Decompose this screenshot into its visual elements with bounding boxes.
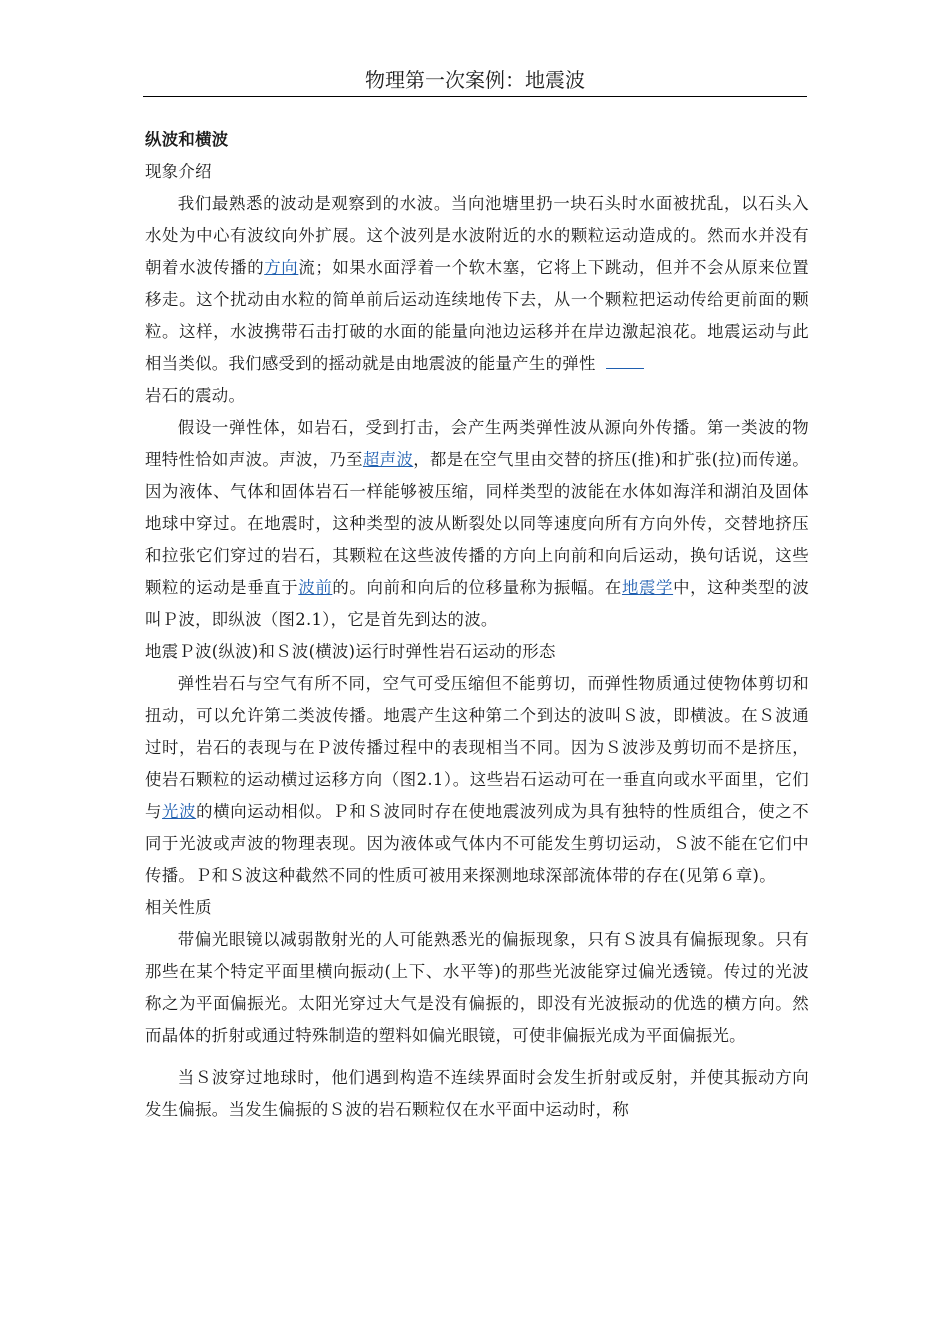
blank-underline — [606, 352, 644, 369]
paragraph-text: 假设一弹性体，如岩石，受到打击，会产生两类弹性波从源向外传播。第一类波的物理特性恰如声波。声波，乃至 — [145, 418, 809, 469]
paragraph-s-wave-polarization: 当Ｓ波穿过地球时，他们遇到构造不连续界面时会发生折射或反射，并使其振动方向发生偏振。当发生偏振的Ｓ波的岩石颗粒仅在水平面中运动时，称 — [145, 1068, 809, 1119]
paragraph-rock-vibration: 岩石的震动。 — [145, 386, 246, 405]
section-heading: 纵波和横波 — [145, 130, 229, 149]
link-seismology[interactable]: 地震学 — [621, 578, 674, 597]
paragraph-s-waves — [145, 668, 809, 892]
paragraph-gap — [145, 1052, 809, 1062]
paragraph-text: 弹性岩石与空气有所不同，空气可受压缩但不能剪切，而弹性物质通过使物体剪切和扭动，可以允许第二类波传播。地震产生这种第二个到达的波叫Ｓ波，即横波。在Ｓ波通过时，岩石的表现与在Ｐ波传播过程中的表现相当不同。因为Ｓ波涉及剪切而不是挤压，使岩石颗粒的运动横过运移方向（图2.1）。这些岩石运动可在一垂直向或水平面里，它们与 — [145, 674, 809, 821]
document-body — [145, 124, 809, 1126]
paragraph-text: 中，这种类型的波叫Ｐ波，即纵波（图2.1），它是首先到达的波。 — [145, 578, 810, 629]
subheading-phenomenon: 现象介绍 — [145, 162, 212, 181]
paragraph-text: 流；如果水面浮着一个软木塞，它将上下跳动，但并不会从原来位置移走。这个扰动由水粒的简单前后运动连续地传下去，从一个颗粒把运动传给更前面的颗粒。这样，水波携带石击打破的水面的能量向池边运移并在岸边激起浪花。地震运动与此相当类似。我们感受到的摇动就是由地震波的能量产生的弹性 — [145, 258, 810, 373]
paragraph-text: ，都是在空气里由交替的挤压(推)和扩张(拉)而传递。因为液体、气体和固体岩石一样能够被压缩，同样类型的波能在水体如海洋和湖泊及固体地球中穿过。在地震时，这种类型的波从断裂处以同等速度向所有方向外传，交替地挤压和拉张它们穿过的岩石，其颗粒在这些波传播的方向上向前和向后运动，换句话说，这些颗粒的运动是垂直于 — [145, 450, 809, 597]
page-header-title: 物理第一次案例：地震波 — [143, 66, 807, 97]
paragraph-polarization: 带偏光眼镜以减弱散射光的人可能熟悉光的偏振现象，只有Ｓ波具有偏振现象。只有那些在某个特定平面里横向振动(上下、水平等)的那些光波能穿过偏光透镜。传过的光波称之为平面偏振光。太阳光穿过大气是没有偏振的，即没有光波振动的优选的横方向。然而晶体的折射或通过特殊制造的塑料如偏光眼镜，可使非偏振光成为平面偏振光。 — [145, 930, 809, 1045]
link-wavefront[interactable]: 波前 — [298, 578, 333, 597]
paragraph-p-waves — [145, 412, 809, 636]
paragraph-water-waves — [145, 188, 809, 380]
paragraph-text: 的。向前和向后的位移量称为振幅。在 — [332, 578, 622, 597]
paragraph-text: 我们最熟悉的波动是观察到的水波。当向池塘里扔一块石头时水面被扰乱，以石头入水处为中心有波纹向外扩展。这个波列是水波附近的水的颗粒运动造成的。然而水并没有朝着水波传播的 — [145, 194, 809, 277]
link-ultrasound[interactable]: 超声波 — [362, 450, 414, 469]
subheading-related-properties: 相关性质 — [145, 898, 212, 917]
subheading-p-s-waves: 地震Ｐ波(纵波)和Ｓ波(横波)运行时弹性岩石运动的形态 — [145, 642, 556, 661]
paragraph-text: 的横向运动相似。Ｐ和Ｓ波同时存在使地震波列成为具有独特的性质组合，使之不同于光波或声波的物理表现。因为液体或气体内不可能发生剪切运动，Ｓ波不能在它们中传播。Ｐ和Ｓ波这种截然不同的性质可被用来探测地球深部流体带的存在(见第６章)。 — [145, 802, 809, 885]
link-light-waves[interactable]: 光波 — [162, 802, 197, 821]
link-direction[interactable]: 方向 — [264, 258, 299, 277]
